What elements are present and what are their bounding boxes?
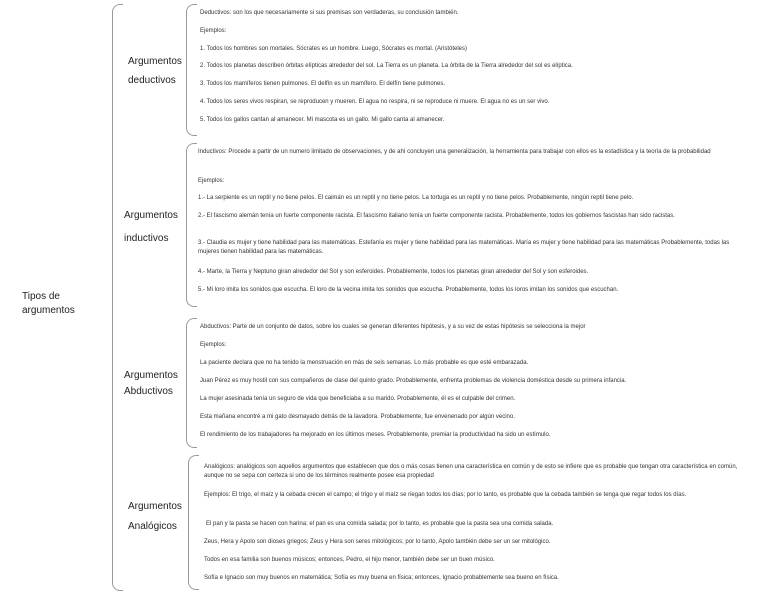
category-label-line2: inductivos: [124, 233, 169, 244]
list-item: Ejemplos: El trigo, el maíz y la cebada crecen el campo; el trigo y el maíz se riegan todos los días; por lo tanto, es probable que la cebada también se tenga que regar todos los días.: [204, 492, 687, 498]
list-item: 4.- Marte, la Tierra y Neptuno giran alrededor del Sol y son esferoides. Probablemente, todos los planetas giran alrededor del Sol y son esferoides.: [198, 269, 589, 275]
category-label-line2: Abductivos: [124, 386, 173, 397]
list-item: Juan Pérez es muy hostil con sus compañeros de clase del quinto grado. Probablemente, enfrenta problemas de violencia doméstica desde su primera infancia.: [200, 378, 627, 384]
list-item: 3. Todos los mamíferos tienen pulmones. El delfín es un mamífero. El delfín tiene pulmones.: [200, 81, 446, 87]
list-item: Zeus, Hera y Apolo son dioses griegos; Zeus y Hera son seres mitológicos; por lo tanto, Apolo también debe ser un ser mitológico.: [204, 539, 551, 545]
list-item: 2. Todos los planetas describen órbitas elípticas alrededor del sol. La Tierra es un planeta. La órbita de la Tierra alrededor del sol es elíptica.: [200, 63, 573, 69]
definition-inductivos: Inductivos: Procede a partir de un numero limitado de observaciones, y de ahí concluyen una generalización, la herramienta para trabajar con ellos es la estadística y la teoría de la probabilidad: [198, 149, 711, 155]
root-brace: [112, 4, 123, 591]
list-item: El pan y la pasta se hacen con harina; el pan es una comida salada; por lo tanto, es probable que la pasta sea una comida salada.: [206, 521, 554, 527]
section-brace-analogicos: [188, 455, 199, 590]
root-label-line2: argumentos: [22, 305, 75, 316]
list-item: La paciente declara que no ha tenido la menstruación en más de seis semanas. Lo más probable es que esté embarazada.: [200, 360, 529, 366]
definition-abductivos: Abductivos: Parte de un conjunto de datos, sobre los cuales se generan diferentes hipótesis, y a su vez de estas hipótesis se selecciona la mejor: [200, 324, 586, 330]
list-item: Todos en esa familia son buenos músicos; entonces, Pedro, el hijo menor, también debe ser un buen músico.: [204, 557, 495, 563]
list-item: 5.- Mi loro imita los sonidos que escucha. El loro de la vecina imita los sonidos que escucha. Probablemente, todos los loros imitan los sonidos que escuchan.: [198, 287, 619, 293]
examples-label-deductivos: Ejemplos:: [200, 28, 227, 34]
category-label-abductivos: [124, 368, 178, 400]
section-brace-deductivos: [186, 4, 197, 136]
list-item: 5. Todos los gallos cantan al amanecer. Mi mascota es un gallo. Mi gallo canta al amanecer.: [200, 117, 445, 123]
category-label-deductivos: [128, 52, 182, 90]
category-label-line2: deductivos: [128, 75, 176, 86]
list-item: La mujer asesinada tenía un seguro de vida que beneficiaba a su marido. Probablemente, él es el culpable del crimen.: [200, 396, 516, 402]
list-item: Sofía e Ignacio son muy buenos en matemática; Sofía es muy buena en física; entonces, Ignacio probablemente sea bueno en física.: [204, 575, 559, 581]
definition-deductivos: Deductivos: son los que necesariamente si sus premisas son verdaderas, su conclusión también.: [200, 10, 459, 16]
section-brace-abductivos: [186, 318, 197, 448]
list-item: El rendimiento de los trabajadores ha mejorado en los últimos meses. Probablemente, premiar la productividad ha sido un estímulo.: [200, 432, 551, 438]
list-item: Esta mañana encontré a mi gato desmayado detrás de la lavadora. Probablemente, fue envenenado por algún vecino.: [200, 414, 515, 420]
root-label: [22, 290, 75, 318]
root-label-line1: Tipos de: [22, 291, 60, 302]
examples-label-inductivos: Ejemplos:: [198, 178, 225, 184]
category-label-line1: Argumentos: [124, 210, 178, 221]
category-label-line1: Argumentos: [128, 56, 182, 67]
definition-analogicos: Analógicos: analógicos son aquellos argumentos que establecen que dos o más cosas tienen una característica en común y de esto se infiere que es probable que tengan otra característica en común, aunque no se sepa con certeza si uno de los términos realmente posee esa propiedad: [204, 464, 738, 479]
category-label-inductivos: [124, 206, 178, 248]
category-label-line1: Argumentos: [128, 501, 182, 512]
list-item: 1.- La serpiente es un reptil y no tiene pelos. El caimán es un reptil y no tiene pelos. La tortuga es un reptil y no tiene pelos. Probablemente, ningún reptil tiene pelo.: [198, 195, 634, 201]
category-label-analogicos: [128, 497, 182, 537]
list-item: 3.- Claudia es mujer y tiene habilidad para las matemáticas. Estefanía es mujer y tiene habilidad para las matemáticas. María es mujer y tiene habilidad para las matemáticas Probablemente, todas las mujeres tienen habilidad para las matemáticas.: [198, 240, 730, 255]
list-item: 2.- El fascismo alemán tenía un fuerte componente racista. El fascismo italiano tenía un fuerte componente racista. Probablemente, todos los gobiernos fascistas han sido racistas.: [198, 213, 675, 219]
section-brace-inductivos: [186, 143, 197, 307]
list-item: 1. Todos los hombres son mortales. Sócrates es un hombre. Luego, Sócrates es mortal. (Aristóteles): [200, 46, 468, 52]
category-label-line1: Argumentos: [124, 370, 178, 381]
category-label-line2: Analógicos: [128, 521, 177, 532]
examples-label-abductivos: Ejemplos:: [200, 342, 227, 348]
list-item: 4. Todos los seres vivos respiran, se reproducen y mueren. El agua no respira, ni se reproduce ni muere. El agua no es un ser vivo.: [200, 99, 550, 105]
